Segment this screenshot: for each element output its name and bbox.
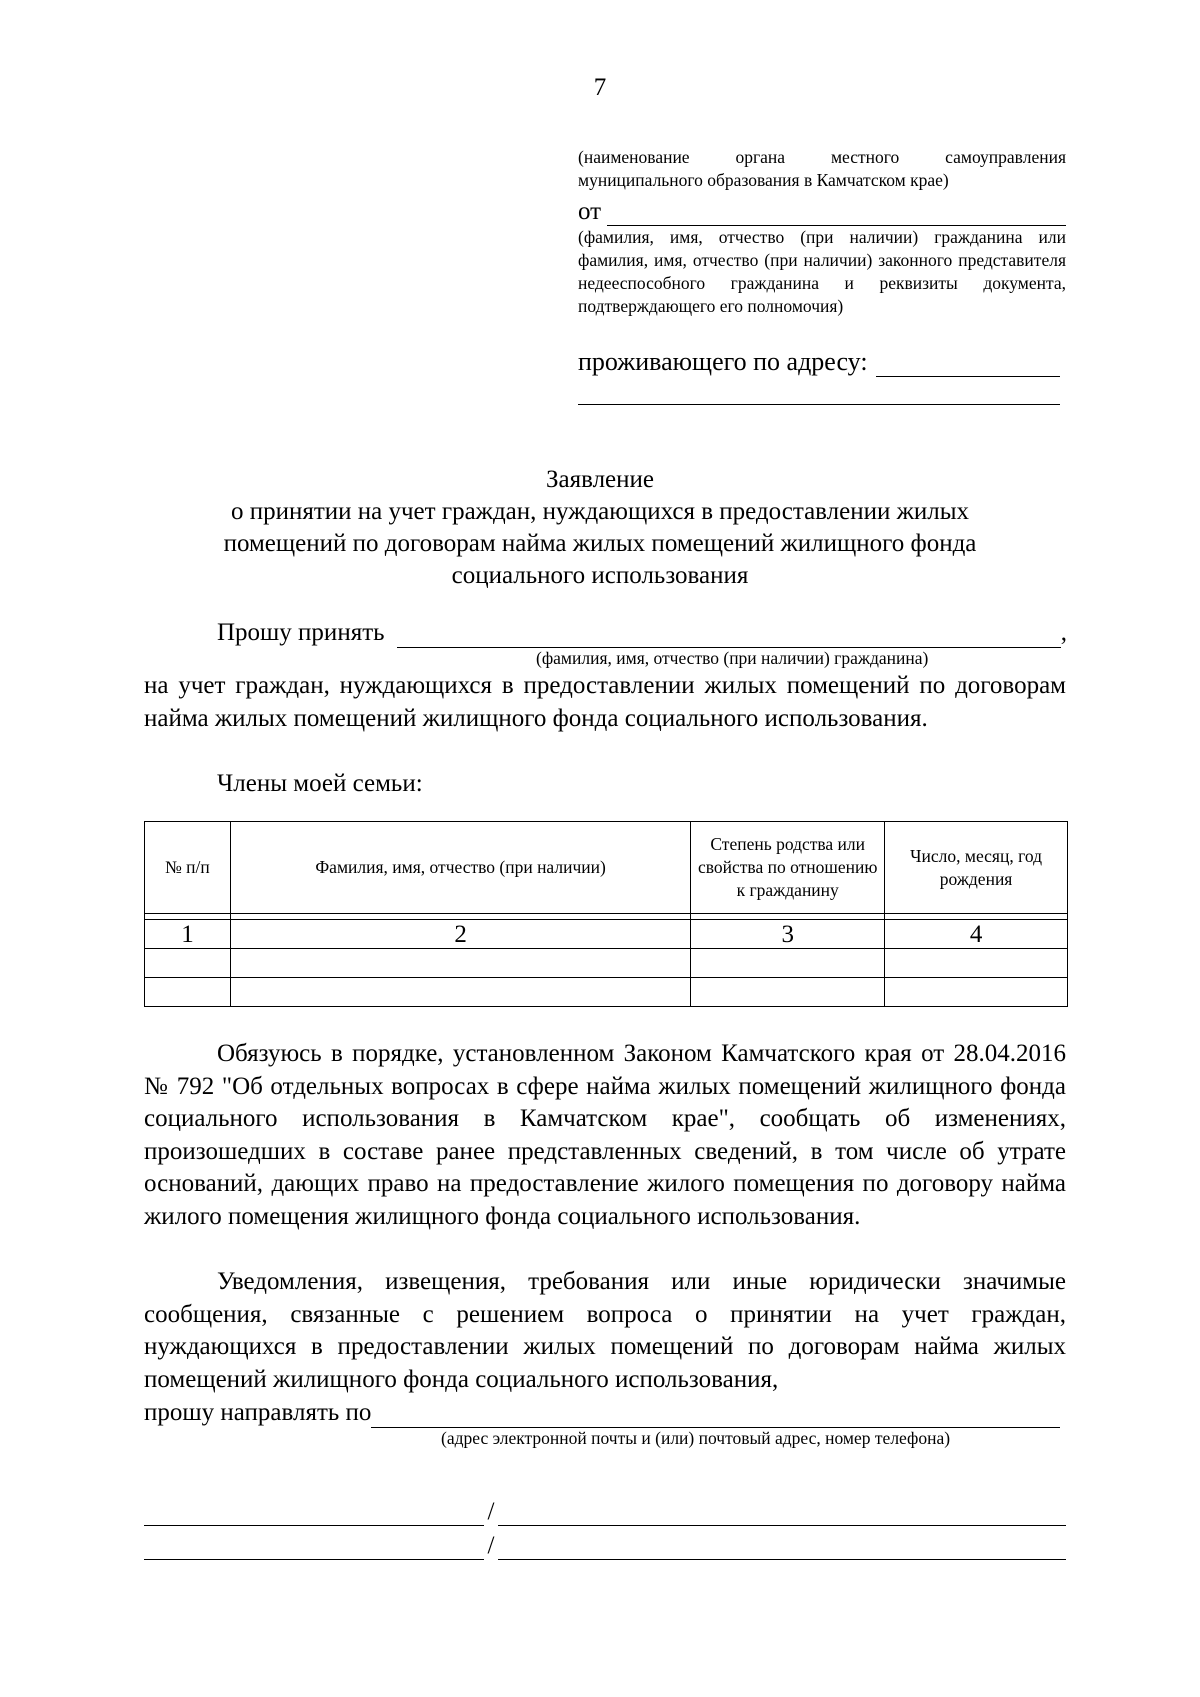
- request-caption: (фамилия, имя, отчество (при наличии) гражданина): [536, 648, 929, 668]
- signature-line[interactable]: [144, 1506, 484, 1526]
- from-fill-line[interactable]: [607, 204, 1066, 226]
- signature-separator: /: [487, 1498, 495, 1525]
- title-line-3: помещений по договорам найма жилых помещений жилищного фонда: [223, 530, 977, 557]
- applicant-caption: (фамилия, имя, отчество (при наличии) гражданина или фамилия, имя, отчество (при наличии) законного представителя недееспособного гражданина и реквизиты документа, подтверждающего его полномочия): [578, 227, 1066, 316]
- table-number-row: [145, 920, 1068, 949]
- table-cell[interactable]: [145, 949, 231, 978]
- signature-row: [144, 1530, 1066, 1560]
- notice-paragraph: Уведомления, извещения, требования или иные юридически значимые сообщения, связанные с решением вопроса о принятии на учет граждан, нуждающихся в предоставлении жилых помещений по договорам найма жилых помещений жилищного фонда социального использования,: [144, 1268, 1066, 1393]
- table-number-cell: 1: [145, 920, 231, 949]
- table-cell[interactable]: [230, 949, 690, 978]
- from-label: от: [578, 198, 602, 225]
- send-caption: (адрес электронной почты и (или) почтовый адрес, номер телефона): [441, 1428, 951, 1448]
- obligation-paragraph: Обязуюсь в порядке, установленном Законом Камчатского края от 28.04.2016 № 792 "Об отдельных вопросах в сфере найма жилых помещений жилищного фонда социального использования в Камчатском крае", сообщать об изменениях, произошедших в составе ранее представленных сведений, в том числе об утрате оснований, дающих право на предоставление жилого помещения по договору найма жилого помещения жилищного фонда социального использования.: [144, 1040, 1066, 1230]
- request-field: [217, 614, 1067, 648]
- table-row: [145, 978, 1068, 1007]
- table-header-cell: № п/п: [145, 822, 231, 914]
- table-number-cell: 3: [691, 920, 885, 949]
- residing-fill-line-2[interactable]: [578, 404, 1060, 405]
- page-number: 7: [593, 74, 607, 101]
- family-label: Члены моей семьи:: [217, 770, 423, 797]
- title-line-2: о принятии на учет граждан, нуждающихся в предоставлении жилых: [230, 498, 970, 525]
- document-title: [0, 464, 1200, 592]
- residing-fill-line[interactable]: [876, 355, 1060, 377]
- request-continuation: на учет граждан, нуждающихся в предоставлении жилых помещений по договорам найма жилых помещений жилищного фонда социального использования.: [144, 672, 1066, 732]
- table-number-cell: 4: [885, 920, 1068, 949]
- table-header-cell: Степень родства или свойства по отношению к гражданину: [691, 822, 885, 914]
- send-label: прошу направлять по: [144, 1399, 372, 1426]
- table-header-row: [145, 822, 1068, 914]
- name-decoding-line[interactable]: [498, 1540, 1066, 1560]
- table-cell[interactable]: [691, 949, 885, 978]
- signature-separator: /: [487, 1532, 495, 1559]
- from-field: [578, 196, 1066, 226]
- request-label: Прошу принять: [217, 619, 385, 646]
- table-cell[interactable]: [885, 949, 1068, 978]
- residing-label: проживающего по адресу:: [578, 347, 868, 376]
- request-comma: ,: [1060, 619, 1067, 646]
- organ-name-caption: (наименование органа местного самоуправления муниципального образования в Камчатском крае): [578, 147, 1066, 190]
- residing-address-field: [578, 345, 1060, 377]
- title-line-4: социального использования: [451, 562, 749, 589]
- name-decoding-line[interactable]: [498, 1506, 1066, 1526]
- title-line-1: Заявление: [545, 466, 655, 493]
- send-fill-line[interactable]: [371, 1406, 1060, 1428]
- signature-line[interactable]: [144, 1540, 484, 1560]
- table-header-cell: Фамилия, имя, отчество (при наличии): [230, 822, 690, 914]
- send-to-field: [144, 1396, 1060, 1428]
- table-cell[interactable]: [145, 978, 231, 1007]
- table-header-cell: Число, месяц, год рождения: [885, 822, 1068, 914]
- table-cell[interactable]: [230, 978, 690, 1007]
- table-number-cell: 2: [230, 920, 690, 949]
- signature-row: [144, 1496, 1066, 1526]
- family-members-table: [144, 821, 1068, 1007]
- request-fill-line[interactable]: [397, 624, 1061, 648]
- table-cell[interactable]: [691, 978, 885, 1007]
- table-cell[interactable]: [885, 978, 1068, 1007]
- table-row: [145, 949, 1068, 978]
